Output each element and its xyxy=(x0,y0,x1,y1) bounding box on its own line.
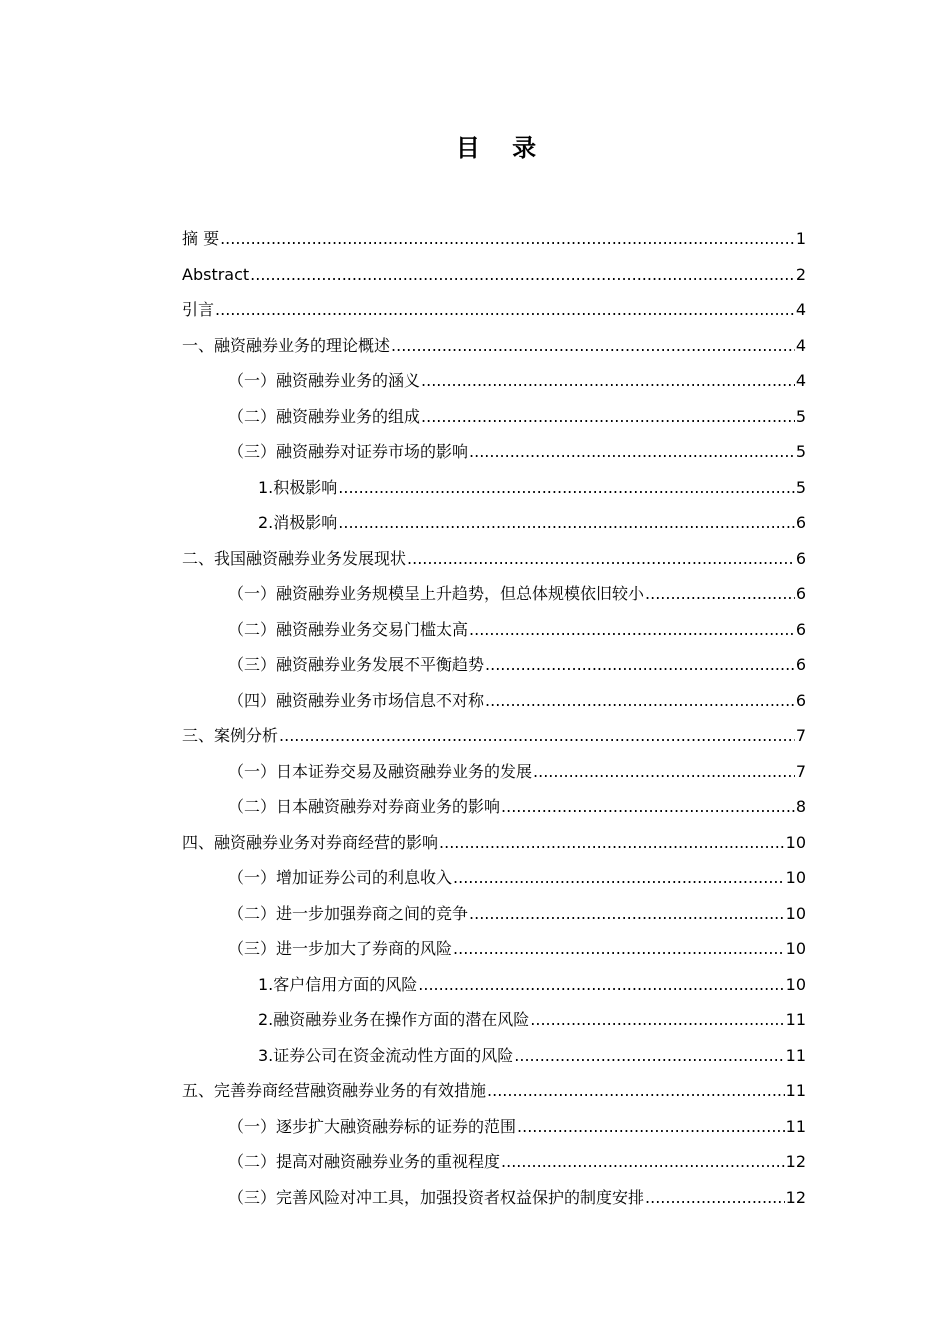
toc-page-number: 10 xyxy=(785,868,806,887)
toc-entry-text: （一）融资融券业务规模呈上升趋势，但总体规模依旧较小 xyxy=(228,584,645,603)
toc-page-number: 11 xyxy=(785,1116,806,1136)
toc-entry-text: 1.客户信用方面的风险 xyxy=(258,974,418,994)
toc-entry-text: （一）增加证券公司的利息收入 xyxy=(228,868,453,887)
toc-page-number: 10 xyxy=(785,974,806,994)
toc-dot-leader xyxy=(514,1045,784,1067)
toc-entry-text: （二）融资融券业务的组成 xyxy=(228,406,421,426)
toc-page-number: 12 xyxy=(785,1187,806,1207)
toc-entry[interactable] xyxy=(228,398,806,428)
toc-page-number: 6 xyxy=(795,655,806,674)
toc-dot-leader xyxy=(517,1116,785,1138)
toc-dot-leader xyxy=(469,441,795,463)
toc-dot-leader xyxy=(338,512,795,534)
toc-page-number: 10 xyxy=(785,903,806,923)
toc-entry[interactable] xyxy=(258,469,806,499)
toc-dot-leader xyxy=(485,654,795,676)
toc-entry[interactable] xyxy=(182,220,806,250)
toc-entry[interactable] xyxy=(228,930,806,960)
toc-dot-leader xyxy=(421,370,795,392)
toc-entry[interactable] xyxy=(182,291,806,321)
toc-page-number: 7 xyxy=(795,726,806,745)
toc-page-number: 1 xyxy=(795,229,806,248)
toc-dot-leader xyxy=(453,867,785,889)
toc-entry[interactable] xyxy=(258,1001,806,1031)
toc-dot-leader xyxy=(338,477,795,499)
toc-dot-leader xyxy=(469,619,795,641)
toc-entry-text: 二、我国融资融券业务发展现状 xyxy=(182,548,407,568)
toc-entry[interactable] xyxy=(228,362,806,392)
toc-entry-text: （一）融资融券业务的涵义 xyxy=(228,371,421,390)
toc-page-number: 11 xyxy=(785,1010,806,1029)
toc-dot-leader xyxy=(215,299,795,321)
toc-entry[interactable] xyxy=(182,256,806,286)
toc-page-number: 5 xyxy=(795,442,806,461)
toc-entry[interactable] xyxy=(228,788,806,818)
toc-dot-leader xyxy=(501,796,795,818)
toc-page-number: 6 xyxy=(795,619,806,639)
toc-entry[interactable] xyxy=(228,575,806,605)
toc-page-number: 4 xyxy=(795,371,806,390)
toc-dot-leader xyxy=(407,548,795,570)
toc-page-number: 6 xyxy=(795,513,806,532)
toc-entry[interactable] xyxy=(228,1143,806,1173)
toc-entry[interactable] xyxy=(228,859,806,889)
toc-page-number: 5 xyxy=(795,406,806,426)
toc-entry[interactable] xyxy=(182,1072,806,1102)
toc-entry-text: （四）融资融券业务市场信息不对称 xyxy=(228,690,485,710)
toc-entry-text: （三）完善风险对冲工具，加强投资者权益保护的制度安排 xyxy=(228,1187,645,1207)
toc-page-number: 6 xyxy=(795,548,806,568)
toc-entry[interactable] xyxy=(228,682,806,712)
toc-page-number: 11 xyxy=(785,1045,806,1065)
toc-dot-leader xyxy=(220,228,795,250)
toc-page-number: 8 xyxy=(795,797,806,816)
toc-page-number: 6 xyxy=(795,690,806,710)
toc-dot-leader xyxy=(533,761,795,783)
toc-dot-leader xyxy=(645,583,795,605)
toc-dot-leader xyxy=(279,725,795,747)
toc-entry[interactable] xyxy=(228,646,806,676)
toc-page-number: 2 xyxy=(795,264,806,284)
toc-dot-leader xyxy=(645,1187,785,1209)
toc-entry-text: 引言 xyxy=(182,300,215,319)
toc-entry-text: （三）进一步加大了券商的风险 xyxy=(228,939,453,958)
toc-entry[interactable] xyxy=(228,611,806,641)
toc-entry[interactable] xyxy=(228,895,806,925)
toc-page-number: 4 xyxy=(795,300,806,319)
toc-entry[interactable] xyxy=(182,327,806,357)
toc-dot-leader xyxy=(485,690,795,712)
toc-entry[interactable] xyxy=(182,824,806,854)
toc-page-number: 10 xyxy=(785,832,806,852)
toc-entry[interactable] xyxy=(182,540,806,570)
toc-entry[interactable] xyxy=(258,1037,806,1067)
toc-entry[interactable] xyxy=(228,1179,806,1209)
toc-page-number: 11 xyxy=(785,1081,806,1100)
toc-entry[interactable] xyxy=(228,753,806,783)
toc-entry-text: 五、完善券商经营融资融券业务的有效措施 xyxy=(182,1081,487,1100)
toc-dot-leader xyxy=(418,974,784,996)
toc-entry-text: （二）提高对融资融券业务的重视程度 xyxy=(228,1152,501,1171)
toc-entry-text: （二）日本融资融券对券商业务的影响 xyxy=(228,797,501,816)
toc-title: 目 录 xyxy=(455,134,549,162)
toc-entry[interactable] xyxy=(258,504,806,534)
toc-entry-text: 摘 要 xyxy=(182,229,220,248)
toc-page-number: 7 xyxy=(795,761,806,781)
toc-entry-text: 2.消极影响 xyxy=(258,513,338,532)
toc-dot-leader xyxy=(421,406,795,428)
toc-dot-leader xyxy=(469,903,785,925)
toc-entry[interactable] xyxy=(228,1108,806,1138)
toc-entry-text: Abstract xyxy=(182,264,250,284)
toc-entry[interactable] xyxy=(258,966,806,996)
toc-entry-text: （三）融资融券对证券市场的影响 xyxy=(228,442,469,461)
toc-dot-leader xyxy=(391,335,795,357)
toc-entry-text: 一、融资融券业务的理论概述 xyxy=(182,335,391,355)
toc-entry-text: （三）融资融券业务发展不平衡趋势 xyxy=(228,655,485,674)
toc-page-number: 12 xyxy=(785,1152,806,1171)
toc-entry-text: 2.融资融券业务在操作方面的潜在风险 xyxy=(258,1010,530,1029)
toc-entry-text: 四、融资融券业务对券商经营的影响 xyxy=(182,832,439,852)
toc-page-number: 6 xyxy=(795,584,806,603)
toc-dot-leader xyxy=(439,832,785,854)
toc-entry-text: （一）逐步扩大融资融券标的证券的范围 xyxy=(228,1116,517,1136)
toc-dot-leader xyxy=(501,1151,785,1173)
toc-entry[interactable] xyxy=(182,717,806,747)
toc-entry[interactable] xyxy=(228,433,806,463)
toc-entry-text: 3.证券公司在资金流动性方面的风险 xyxy=(258,1045,514,1065)
toc-dot-leader xyxy=(453,938,785,960)
toc-entry-text: 1.积极影响 xyxy=(258,477,338,497)
toc-page-number: 4 xyxy=(795,335,806,355)
toc-dot-leader xyxy=(530,1009,784,1031)
toc-page-number: 10 xyxy=(785,939,806,958)
toc-entry-text: （二）融资融券业务交易门槛太高 xyxy=(228,619,469,639)
toc-entry-text: （一）日本证券交易及融资融券业务的发展 xyxy=(228,761,533,781)
toc-page-number: 5 xyxy=(795,477,806,497)
toc-dot-leader xyxy=(250,264,795,286)
toc-entry-text: （二）进一步加强券商之间的竞争 xyxy=(228,903,469,923)
toc-dot-leader xyxy=(487,1080,785,1102)
toc-entry-text: 三、案例分析 xyxy=(182,726,279,745)
